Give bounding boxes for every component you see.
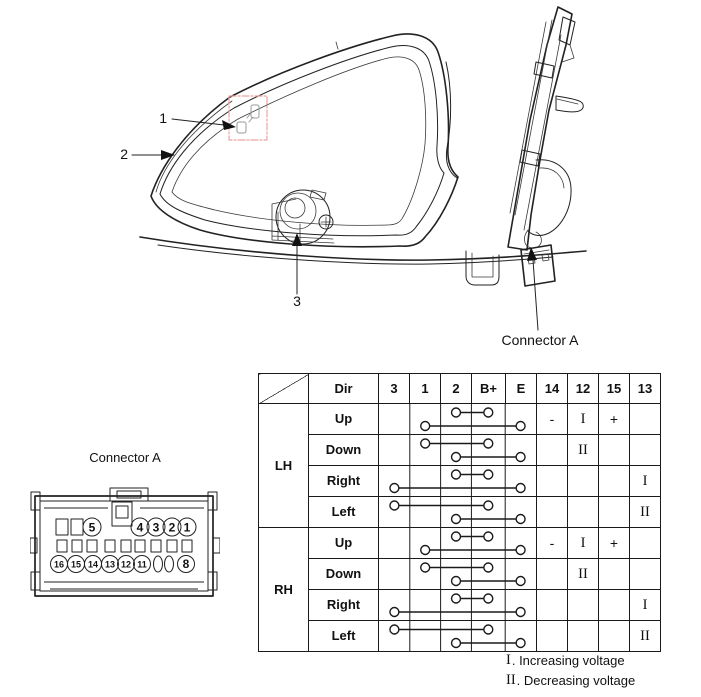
col-header-1: 1 (410, 374, 441, 404)
mark-cell (568, 621, 599, 652)
dir-cell: Left (309, 621, 379, 652)
pin-5: 5 (88, 520, 96, 535)
mark-cell (630, 559, 661, 590)
table-row-rh-up (259, 528, 661, 559)
connector-a-pinout-diagram (30, 486, 220, 608)
dir-cell: Left (309, 497, 379, 528)
mark-cell (568, 497, 599, 528)
table-row-lh-left (259, 497, 661, 528)
mark-cell: II (630, 621, 661, 652)
pin-15: 15 (70, 559, 82, 570)
callout-3 (292, 233, 302, 309)
connector-pins-bottom (51, 556, 195, 573)
mark-cell (537, 497, 568, 528)
dir-cell: Up (309, 528, 379, 559)
table-row-lh-up (259, 404, 661, 435)
mark-cell: - (537, 528, 568, 559)
pin-8: 8 (182, 557, 190, 571)
pin-connection-cell (379, 528, 537, 559)
mark-cell: + (599, 528, 630, 559)
table-row-rh-left (259, 621, 661, 652)
pin-16: 16 (53, 559, 65, 570)
legend-decreasing-voltage (506, 670, 635, 690)
group-label-lh: LH (259, 404, 309, 528)
callout-1 (159, 110, 236, 130)
pin-connection-cell (379, 466, 537, 497)
connector-body (30, 488, 220, 596)
voltage-legend (506, 650, 635, 690)
legend-increasing-voltage (506, 650, 635, 670)
col-header-14: 14 (537, 374, 568, 404)
mark-cell (599, 559, 630, 590)
callout-3-label: 3 (293, 293, 301, 309)
mark-cell (599, 497, 630, 528)
col-header-13: 13 (630, 374, 661, 404)
mark-cell: - (537, 404, 568, 435)
mark-cell (630, 435, 661, 466)
mark-cell: I (630, 466, 661, 497)
legend-text-2: . Decreasing voltage (516, 672, 636, 688)
mark-cell (537, 621, 568, 652)
connector-a-callout-line (533, 260, 538, 330)
col-header-3: 3 (379, 374, 410, 404)
corner-cell (259, 374, 309, 404)
mark-cell (599, 435, 630, 466)
table-row-rh-right (259, 590, 661, 621)
table-row-rh-down (259, 559, 661, 590)
mark-cell (568, 466, 599, 497)
callout-2 (120, 146, 175, 162)
pin-2: 2 (168, 520, 176, 535)
mark-cell (599, 621, 630, 652)
legend-numeral-1: I (506, 651, 511, 668)
legend-text-1: . Increasing voltage (511, 652, 625, 668)
dir-cell: Up (309, 404, 379, 435)
mark-cell (599, 590, 630, 621)
mark-cell: II (568, 559, 599, 590)
pin-14: 14 (87, 559, 99, 570)
pin-13: 13 (104, 559, 116, 570)
mark-cell: II (630, 497, 661, 528)
col-header-2: 2 (441, 374, 472, 404)
mark-cell: I (568, 528, 599, 559)
callout-1-label: 1 (159, 110, 167, 126)
dir-cell: Right (309, 590, 379, 621)
pin-connection-cell (379, 559, 537, 590)
mark-cell (599, 466, 630, 497)
pin-12: 12 (120, 559, 132, 570)
mirror-pivot-base (446, 62, 571, 235)
callout-3-arrowhead (292, 233, 302, 246)
col-header-15: 15 (599, 374, 630, 404)
table-row-lh-down (259, 435, 661, 466)
mark-cell (537, 590, 568, 621)
pin-1: 1 (183, 520, 191, 535)
connector-a-title: Connector A (89, 450, 161, 465)
table-header-row (259, 374, 661, 404)
mark-cell (537, 435, 568, 466)
dir-cell: Down (309, 435, 379, 466)
mirror-lower-trim (140, 237, 586, 285)
connector-a-callout (501, 247, 579, 348)
mirror-mount-bracket (508, 7, 583, 250)
mark-cell (630, 528, 661, 559)
connector-a-callout-label: Connector A (501, 332, 579, 348)
connector-slots (57, 540, 192, 552)
mark-cell (630, 404, 661, 435)
connector-pins-top (83, 518, 196, 536)
pin-connection-cell (379, 435, 537, 466)
pin-connection-cell (379, 404, 537, 435)
col-header-12: 12 (568, 374, 599, 404)
bsd-warning-icon (237, 105, 259, 133)
mark-cell: I (568, 404, 599, 435)
mirror-housing (151, 34, 458, 247)
table-row-lh-right (259, 466, 661, 497)
mark-cell (537, 559, 568, 590)
mirror-actuator (272, 190, 334, 244)
dir-cell: Right (309, 466, 379, 497)
dir-cell: Down (309, 559, 379, 590)
mark-cell: II (568, 435, 599, 466)
mark-cell (537, 466, 568, 497)
mark-cell: I (630, 590, 661, 621)
callout-2-label: 2 (120, 146, 128, 162)
pin-connection-cell (379, 497, 537, 528)
col-header-dir: Dir (309, 374, 379, 404)
bsd-indicator-area (229, 96, 267, 140)
legend-numeral-2: II (506, 671, 516, 688)
pin-connection-cell (379, 590, 537, 621)
pin-connection-cell (379, 621, 537, 652)
mark-cell: + (599, 404, 630, 435)
pin-3: 3 (152, 520, 160, 535)
col-header-bplus: B+ (472, 374, 506, 404)
pin-11: 11 (137, 559, 147, 570)
mirror-wiring-table (258, 373, 661, 652)
pin-4: 4 (136, 520, 144, 535)
mark-cell (568, 590, 599, 621)
col-header-e: E (506, 374, 537, 404)
group-label-rh: RH (259, 528, 309, 652)
